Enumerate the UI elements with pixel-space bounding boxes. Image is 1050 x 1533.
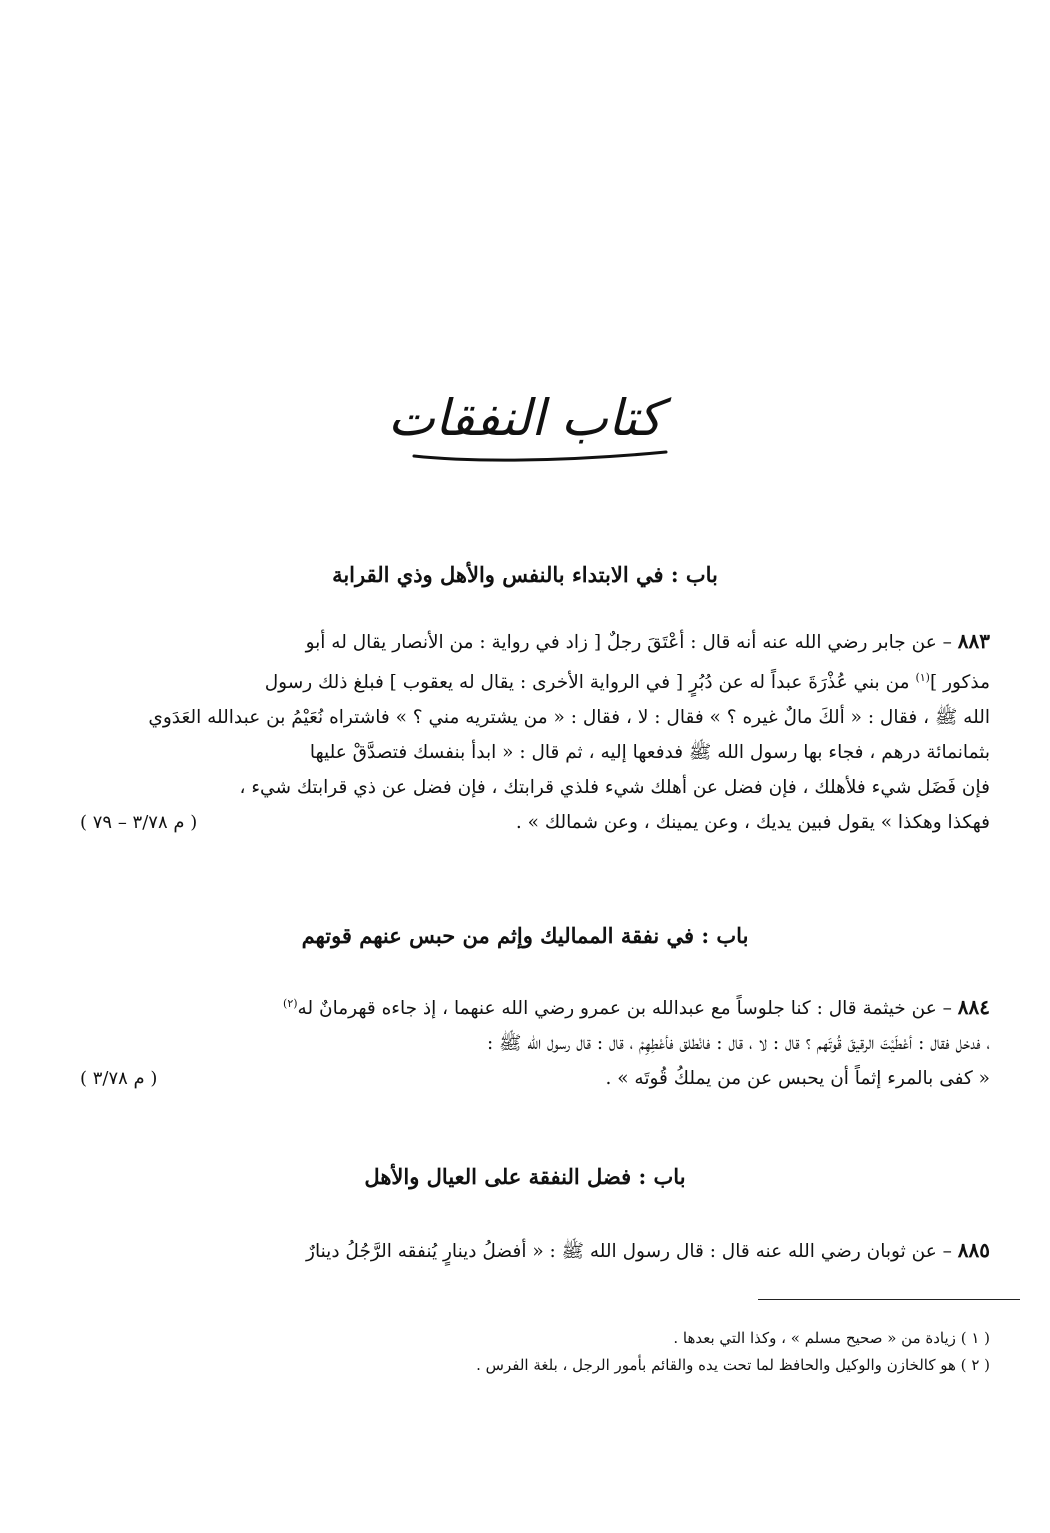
hadith-line: « كفى بالمرء إثماً أن يحبس عن من يملكُ قُوتَه » . ( م ٣/٧٨ ) (70, 1061, 990, 1096)
hadith-number: ٨٨٣ (957, 629, 990, 653)
hadith-line: الله ﷺ ، فقال : « ألكَ مالٌ غيره ؟ » فقال : لا ، فقال : « من يشتريه مني ؟ » فاشتراه نُعَيْمُ بن عبدالله العَدَوي (148, 707, 990, 729)
chapter-heading-3: باب : فضل النفقة على العيال والأهل (364, 1164, 686, 1189)
hadith-number: ٨٨٥ (957, 1238, 990, 1262)
book-title: كتاب النفقات (387, 389, 663, 447)
footnote-mark: (٢) (283, 997, 298, 1010)
source-reference: ( م ٣/٧٨ ) (80, 1068, 158, 1090)
hadith-884 (70, 986, 990, 1096)
hadith-885 (70, 1233, 990, 1269)
hadith-line: ، فدخل فقال : أعْطَيْتَ الرقيقَ قُوتَهم ؟ قال : لا ، قال : فانْطلق فأعْطِهِمْ ، قال : قال رسول الله ﷺ : (486, 1033, 990, 1055)
hadith-number: ٨٨٤ (957, 995, 990, 1020)
hadith-line: ٨٨٥ – عن ثوبان رضي الله عنه قال : قال رسول الله ﷺ : « أفضلُ دينارٍ يُنفقه الرَّجُلُ دينارٌ (306, 1238, 990, 1262)
hadith-line: فإن فَضَل شيء فلأهلك ، فإن فضل عن أهلك شيء فلذي قرابتك ، فإن فضل عن ذي قرابتك شيء ، (239, 777, 990, 799)
footnotes (60, 1326, 990, 1380)
hadith-line: ٨٨٣ – عن جابر رضي الله عنه أنه قال : أعْتَقَ رجلٌ [ زاد في رواية : من الأنصار يقال له أبو (305, 629, 990, 653)
footnote-mark: (١) (915, 671, 930, 684)
chapter-heading-2: باب : في نفقة المماليك وإثم من حبس عنهم قوتهم (301, 923, 749, 948)
source-reference: ( م ٣/٧٨ – ٧٩ ) (80, 812, 198, 834)
hadith-line: مذكور ]$^{(١)}$ من بني عُذْرَةَ عبداً له عن دُبُرٍ [ في الرواية الأخرى : يقال له يعقوب ] فبلغ ذلك رسول (264, 671, 990, 694)
title-flourish (410, 440, 670, 464)
footnote-2: ( ٢ ) هو كالخازن والوكيل والحافظ لما تحت يده والقائم بأمور الرجل ، بلغة الفرس . (476, 1356, 990, 1374)
footnote-divider (758, 1299, 1020, 1300)
footnote-1: ( ١ ) زيادة من « صحيح مسلم » ، وكذا التي بعدها . (673, 1329, 990, 1347)
hadith-line: بثمانمائة درهم ، فجاء بها رسول الله ﷺ فدفعها إليه ، ثم قال : « ابدأ بنفسك فتصدَّقْ عليها (309, 742, 990, 764)
hadith-line: فهكذا وهكذا » يقول فبين يديك ، وعن يمينك ، وعن شمالك » . ( م ٣/٧٨ – ٧٩ ) (70, 805, 990, 840)
chapter-heading-1: باب : في الابتداء بالنفس والأهل وذي القرابة (332, 562, 718, 587)
hadith-line: ٨٨٤ – عن خيثمة قال : كنا جلوساً مع عبدالله بن عمرو رضي الله عنهما ، إذ جاءه قهرمانٌ له$^{(٢)}$ (283, 995, 990, 1020)
hadith-883 (70, 624, 990, 840)
